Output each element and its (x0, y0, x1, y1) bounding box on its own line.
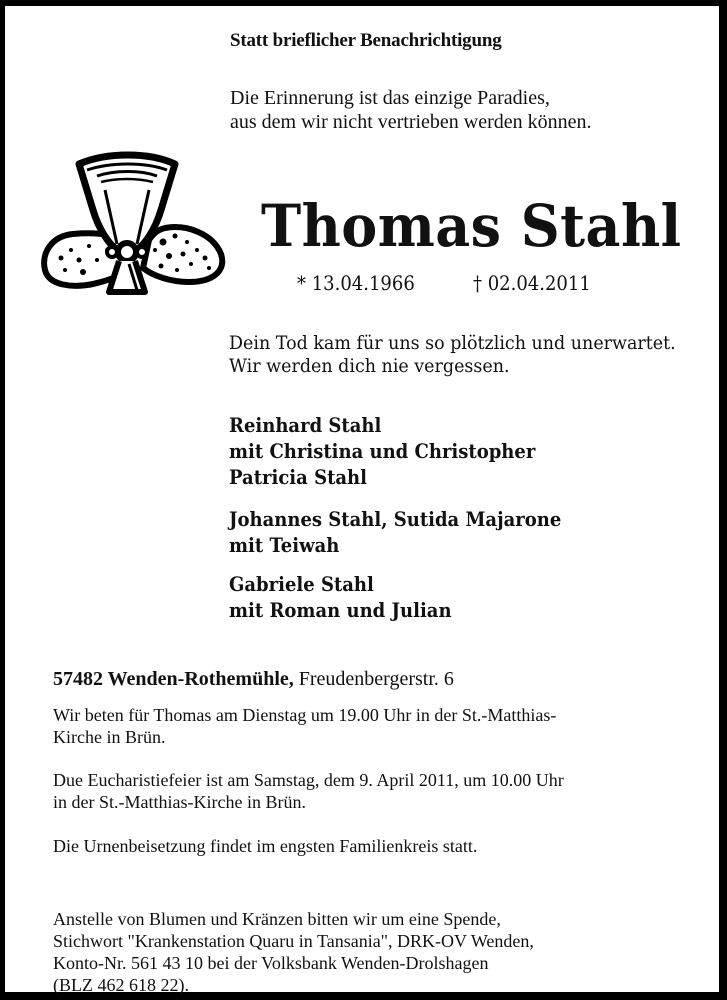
paragraph-line: (BLZ 462 618 22). (53, 975, 189, 995)
birth-date: * 13.04.1966 (297, 271, 415, 295)
obituary-notice (5, 6, 719, 995)
family-group (229, 412, 535, 490)
paragraph-line: Konto-Nr. 561 43 10 bei der Volksbank Wenden-Drolshagen (53, 953, 489, 973)
family-line: mit Christina und Christopher (229, 439, 536, 463)
message-line-1: Dein Tod kam für uns so plötzlich und unerwartet. (229, 332, 676, 354)
family-line: Patricia Stahl (229, 465, 367, 489)
family-line: mit Teiwah (229, 533, 340, 557)
prayer-info (53, 704, 556, 748)
address-place: 57482 Wenden-Rothemühle, (53, 668, 294, 690)
memorial-quote (230, 86, 592, 134)
quote-line-2: aus dem wir nicht vertrieben werden können. (230, 111, 592, 133)
family-line: Reinhard Stahl (229, 413, 382, 437)
message-line-2: Wir werden dich nie vergessen. (229, 355, 510, 377)
family-group (229, 571, 452, 623)
burial-info (53, 835, 477, 857)
paragraph-line: Die Urnenbeisetzung findet im engsten Familienkreis statt. (53, 836, 478, 856)
paragraph-line: Due Eucharistiefeier ist am Samstag, dem 9. April 2011, um 10.00 Uhr (53, 770, 564, 790)
paragraph-line: Stichwort "Krankenstation Quaru in Tansania", DRK-OV Wenden, (53, 931, 534, 951)
paragraph-line: in der St.-Matthias-Kirche in Brün. (53, 792, 306, 812)
mourning-message (229, 332, 676, 378)
notice-heading: Statt brieflicher Benachrichtigung (230, 30, 502, 51)
death-date: † 02.04.2011 (473, 271, 591, 295)
family-address (53, 668, 454, 691)
family-line: mit Roman und Julian (229, 598, 452, 622)
donation-info (53, 908, 534, 996)
family-line: Johannes Stahl, Sutida Majarone (229, 507, 562, 531)
paragraph-line: Wir beten für Thomas am Dienstag um 19.00 Uhr in der St.-Matthias- (53, 705, 557, 725)
family-group (229, 506, 561, 558)
paragraph-line: Kirche in Brün. (53, 727, 166, 747)
paragraph-line: Anstelle von Blumen und Kränzen bitten wir um eine Spende, (53, 909, 501, 929)
family-line: Gabriele Stahl (229, 572, 374, 596)
quote-line-1: Die Erinnerung ist das einzige Paradies, (230, 87, 550, 109)
address-street: Freudenbergerstr. 6 (293, 668, 454, 690)
eucharist-info (53, 769, 564, 813)
chalice-with-bread-icon (37, 146, 227, 296)
deceased-name: Thomas Stahl (261, 192, 682, 260)
